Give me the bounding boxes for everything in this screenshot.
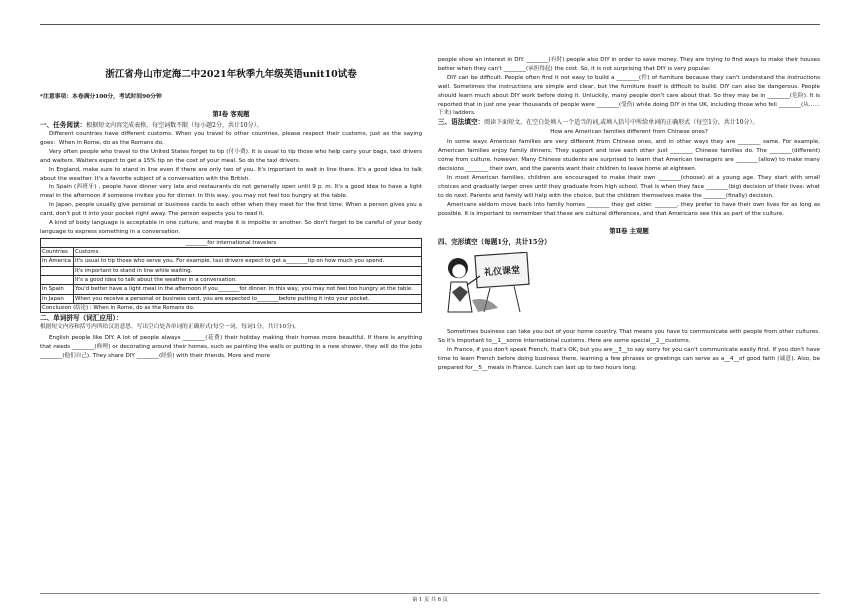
table-row (41, 257, 422, 266)
page-footer: 第 1 页 共 6 页 (412, 597, 448, 603)
illustration-label: 礼仪课堂 (483, 266, 521, 279)
paragraph: In England, make sure to stand in line even if there are only two of you. It's important to wait in line there. It's a good idea to talk about the weather. It's a favorite subject of a conversation with the British. (40, 166, 422, 182)
paragraph: Very often people who travel to the United States forget to tip (付小费). It is usual to tip those who help carry your bags, taxi drivers and waiters. Waiters expect to get a 15% tip on the cost of your meal. So do the taxi drivers. (40, 148, 422, 164)
table-conclusion: Conclusion (结论) : When in Rome, do as the Romans do. (41, 303, 422, 312)
part2-heading: 第Ⅱ卷 主观题 (609, 227, 649, 236)
table-cell (41, 266, 74, 275)
section2-heading: 二、单词拼写（词汇应用）： (40, 314, 123, 323)
table-row (41, 294, 422, 303)
section3-heading: 三、语法填空：阅读下面短文，在空白处填入一个适当的词,或填入括号中所给单词的正确形式（每空1分，共计10分）。 (438, 118, 759, 127)
paragraph: A kind of body language is acceptable in one culture, and maybe it is impolite in another. So don't forget to be careful of your body language to express something in a conversation. (40, 220, 422, 235)
table-cell (41, 276, 74, 285)
table-cell: You'd better have a light meal in the afternoon if you________for dinner. In this way, you may not feel too hungry at the table. (74, 285, 422, 294)
paragraph: In some ways American families are very different from Chinese ones, and in other ways they are ________ same. For example, American families enjoy family dinners. They support and love each other just ________ Chinese families do. The ________(different) come from culture, however. Many Chinese students are surprised to learn that American teenagers are ________(allow) to make many decisions ________ their own, and the parents want their children to leave home at eighteen. (438, 139, 820, 172)
table-cell: It's important to stand in line while waiting. (74, 266, 422, 275)
part1-heading: 第Ⅰ卷 客观题 (212, 110, 250, 118)
paragraph: Sometimes business can take you out of your home country. That means you have to communicate with people from other cultures. So it's important to__1__some international customs. Here are some special__2__customs. (438, 329, 820, 345)
paragraph: In most American families, children are encouraged to make their own ________(choose) at a young age. They start with small choices and gradually larger ones until they graduate from high school. That is when they face ________(big) decision of their lives: what to do next. Parents and family will help with the choice, but the children themselves make the ________(finally) decision. (438, 174, 820, 199)
paragraph: Americans seldom move back into family homes ________ they get older. ________, they prefer to have their own lives for as long as possible. It is important to remember that these are cultural differences, and that Americans see this as part of the culture. (438, 201, 820, 217)
bottom-rule (40, 593, 820, 594)
page-title: 浙江省舟山市定海二中2021年秋季九年级英语unit10试卷 (105, 69, 357, 80)
paragraph: people show an interest in DIY. ________(有时) people also DIY in order to save money. They are trying to find ways to make their houses better when they can't ________(承担得起) the cost. So, it is not surprising that DIY is very popular. (438, 57, 820, 72)
left-column (40, 62, 422, 369)
column-header: Countries (41, 248, 74, 257)
passage-subtitle: How are American families different from Chinese ones? (550, 129, 708, 136)
table-cell: In Spain (41, 285, 74, 294)
paragraph: English people like DIY. A lot of people always ________(花费) their holiday making their homes more beautiful. If there is anything that needs ________(修理) or decorating around their homes, such as painting the walls or putting in a new shower, they will do the jobs ________(他们自己). They share DIY ________(经验) with their friends. More and more (40, 335, 422, 360)
section4-heading: 四、完形填空（每题1分，共计15分） (438, 238, 551, 247)
table-cell: When you receive a personal or business card, you are expected to________before putting it into your pocket. (74, 294, 422, 303)
paragraph: DIY can be difficult. People often find it not easy to build a ________(件) of furniture because they can't understand the instructions well. Sometimes the instructions are simple and clear, but the furniture itself is difficult to build. DIY can also be dangerous. People should learn much about DIY work before doing it. Unluckily, many people don't care about that. So they may be in ________(危险). It is reported that in just one year thousands of people were ________(受伤) while doing DIY in the UK, including those who fell ________(从……下来) ladders. (438, 74, 820, 117)
table-cell: It's usual to tip those who serve you. For example, taxi drivers expect to get a________tip on how much you spend. (74, 257, 422, 266)
table-cell: In Japan (41, 294, 74, 303)
top-rule (40, 24, 820, 25)
table-header: ________for international travelers (41, 238, 422, 247)
paragraph: Different countries have different customs. When you travel to other countries, please respect their customs, just as the saying goes：When in Rome, do as the Romans do. (40, 131, 422, 146)
table-row (41, 285, 422, 294)
table-row (41, 266, 422, 275)
paragraph: In Spain (西班牙) , people have dinner very late and restaurants do not generally open until 9 p. m. It's a good idea to have a light meal in the afternoon if someone invites you for dinner. In this way, you may not feel too hungry at the table. (40, 184, 422, 200)
section1-heading: 一、任务阅读：根据短文内容完成表格，每空词数不限（每小题2分，共计10分）。 (40, 121, 263, 129)
table-cell: It's a good idea to talk about the weather in a conversation. (74, 276, 422, 285)
paragraph: In Japan, people usually give personal or business cards to each other when they meet for the first time. When a person gives you a card, don't put it into your pocket right away. The person expects you to read it. (40, 202, 422, 218)
table-row (41, 276, 422, 285)
customs-table (40, 238, 422, 313)
exam-note: *注意事项：本卷满分100分，考试时间90分钟 (40, 94, 162, 100)
paragraph: In France, if you don't speak French, that's OK, but you are__3__to say sorry for you can't communicate easily first. If you don't have time to learn French before doing business there, learning a few phrases or greetings can serve as a__4__of good faith (诚意). Also, be prepared for__5__meals in France. Lunch can last up to two hours long. (438, 347, 820, 372)
etiquette-illustration (438, 252, 530, 314)
column-header: Customs (74, 248, 422, 257)
table-cell: In America (41, 257, 74, 266)
section2-instructions: 根据短文内容和括号内所给汉语意思，写出空白处各单词的正确形式(每空一词，每词1分，共计10分)。 (40, 324, 300, 331)
right-column (438, 56, 820, 373)
